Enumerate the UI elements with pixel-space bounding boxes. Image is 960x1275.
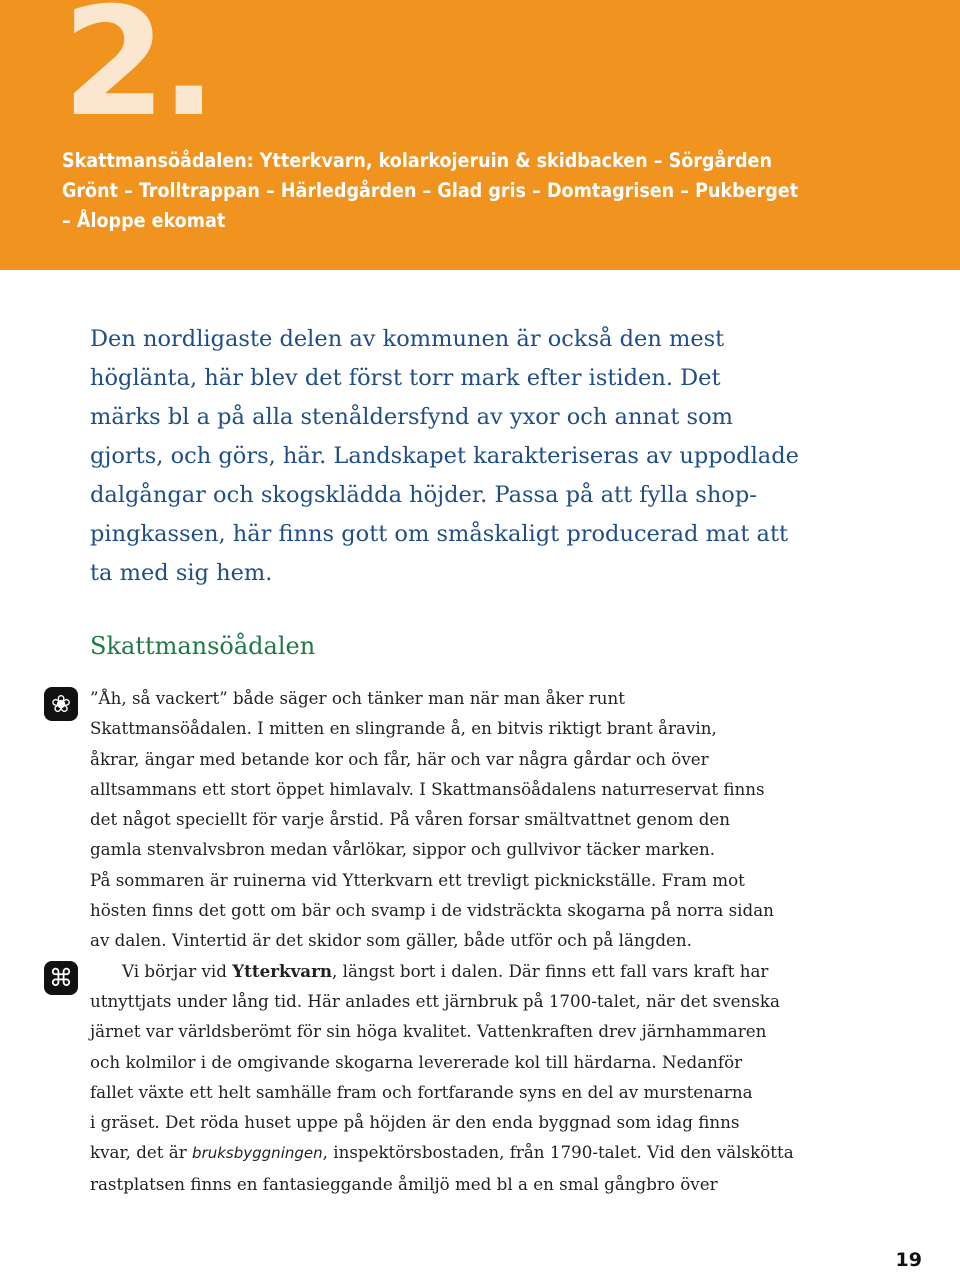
- lead-line: märks bl a på alla stenåldersfynd av yxor och annat som: [90, 404, 733, 430]
- term-bruksbyggningen: bruksbyggningen: [192, 1144, 323, 1163]
- command-icon: ⌘: [44, 961, 78, 995]
- body-line: det något speciellt för varje årstid. På våren forsar smältvattnet genom den: [90, 809, 730, 830]
- body-line-bruks: [90, 1137, 830, 1168]
- lead-line: gjorts, och görs, här. Landskapet karakteriseras av uppodlade: [90, 443, 799, 469]
- body-line: åkrar, ängar med betande kor och får, här och var några gårdar och över: [90, 748, 709, 769]
- flower-icon: ❀: [44, 687, 78, 721]
- body-line: järnet var världsberömt för sin höga kvalitet. Vattenkraften drev järnhammaren: [90, 1021, 767, 1042]
- chapter-number: 2.: [62, 0, 212, 150]
- text-run: Vi börjar vid: [122, 960, 233, 981]
- header-banner: [0, 0, 960, 270]
- page-number: 19: [895, 1249, 922, 1271]
- text-run: , längst bort i dalen. Där finns ett fall vars kraft har: [332, 960, 769, 981]
- text-run: , inspektörsbostaden, från 1790-talet. Vid den välskötta: [322, 1142, 794, 1163]
- subtitle-line: – Åloppe ekomat: [62, 209, 226, 232]
- body-line: gamla stenvalvsbron medan vårlökar, sippor och gullvivor täcker marken.: [90, 839, 716, 860]
- body-line: och kolmilor i de omgivande skogarna levererade kol till härdarna. Nedanför: [90, 1051, 743, 1072]
- body-line: hösten finns det gott om bär och svamp i de vidsträckta skogarna på norra sidan: [90, 900, 774, 921]
- section-heading: Skattmansöådalen: [90, 632, 316, 660]
- body-line: i gräset. Det röda huset uppe på höjden är den enda byggnad som idag finns: [90, 1112, 740, 1133]
- body-line: Skattmansöådalen. I mitten en slingrande å, en bitvis riktigt brant åravin,: [90, 718, 717, 739]
- subtitle-line: Grönt – Trolltrappan – Härledgården – Glad gris – Domtagrisen – Pukberget: [62, 179, 799, 202]
- body-line: ”Åh, så vackert” både säger och tänker man när man åker runt: [90, 688, 625, 708]
- lead-line: Den nordligaste delen av kommunen är också den mest: [90, 326, 725, 352]
- subtitle-line: Skattmansöådalen: Ytterkvarn, kolarkojeruin & skidbacken – Sörgården: [62, 149, 772, 172]
- body-line: av dalen. Vintertid är det skidor som gäller, både utför och på längden.: [90, 930, 692, 951]
- body-line-ytterkvarn: [90, 956, 830, 986]
- lead-line: ta med sig hem.: [90, 560, 273, 586]
- lead-paragraph: [90, 320, 830, 593]
- body-line: rastplatsen finns en fantasieggande åmiljö med bl a en smal gångbro över: [90, 1173, 718, 1194]
- place-name-ytterkvarn: Ytterkvarn: [232, 960, 332, 981]
- lead-line: pingkassen, här finns gott om småskaligt producerad mat att: [90, 521, 789, 547]
- chapter-subtitle: [62, 146, 862, 236]
- body-text: [90, 683, 830, 1199]
- lead-line: dalgångar och skogsklädda höjder. Passa på att fylla shop-: [90, 482, 757, 508]
- text-run: kvar, det är: [90, 1142, 193, 1163]
- lead-line: höglänta, här blev det först torr mark efter istiden. Det: [90, 365, 721, 391]
- body-line: utnyttjats under lång tid. Här anlades ett järnbruk på 1700-talet, när det svenska: [90, 990, 780, 1011]
- body-line: alltsammans ett stort öppet himlavalv. I Skattmansöådalens naturreservat finns: [90, 778, 765, 799]
- body-line: fallet växte ett helt samhälle fram och fortfarande syns en del av murstenarna: [90, 1081, 753, 1102]
- body-line: På sommaren är ruinerna vid Ytterkvarn ett trevligt picknickställe. Fram mot: [90, 869, 745, 890]
